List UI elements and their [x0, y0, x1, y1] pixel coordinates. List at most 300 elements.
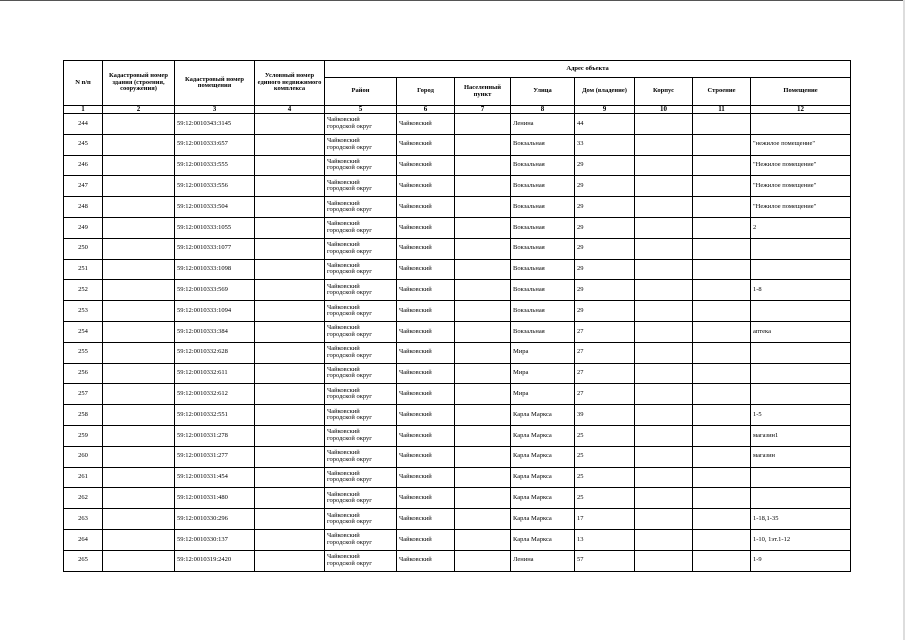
room-cadastral-cell: 59:12:0010332:551 [175, 405, 255, 426]
korpus-cell [635, 488, 693, 509]
city-cell: Чайковский [397, 217, 455, 238]
korpus-cell [635, 134, 693, 155]
conditional-number-cell [255, 321, 325, 342]
city-cell: Чайковский [397, 259, 455, 280]
room-cadastral-cell: 59:12:0010331:480 [175, 488, 255, 509]
column-number: 5 [325, 106, 397, 114]
table-row [64, 155, 851, 176]
room-cell [751, 363, 851, 384]
stroenie-cell [693, 114, 751, 135]
row-number-cell: 253 [64, 301, 103, 322]
house-cell: 29 [575, 238, 635, 259]
street-cell: Вокзальная [511, 301, 575, 322]
room-cell: 1-9 [751, 550, 851, 571]
korpus-cell [635, 384, 693, 405]
room-cadastral-cell: 59:12:0010333:1055 [175, 217, 255, 238]
room-cell [751, 488, 851, 509]
table-header [64, 61, 851, 114]
city-cell: Чайковский [397, 280, 455, 301]
locality-cell [455, 425, 511, 446]
street-cell: Мира [511, 342, 575, 363]
row-number-cell: 258 [64, 405, 103, 426]
house-cell: 29 [575, 176, 635, 197]
district-line: городской округ [327, 476, 372, 484]
row-number-cell: 264 [64, 529, 103, 550]
row-number-cell: 245 [64, 134, 103, 155]
locality-cell [455, 467, 511, 488]
stroenie-cell [693, 509, 751, 530]
conditional-number-cell [255, 509, 325, 530]
house-cell: 39 [575, 405, 635, 426]
locality-cell [455, 197, 511, 218]
table-row [64, 114, 851, 135]
street-cell: Карла Маркса [511, 529, 575, 550]
stroenie-cell [693, 342, 751, 363]
column-number: 6 [397, 106, 455, 114]
locality-cell [455, 529, 511, 550]
conditional-number-cell [255, 446, 325, 467]
district-line: Чайковский [327, 282, 360, 290]
room-cadastral-cell: 59:12:0010333:1098 [175, 259, 255, 280]
house-cell: 27 [575, 321, 635, 342]
header-house: Дом (владение) [575, 78, 635, 106]
table-row [64, 321, 851, 342]
building-cadastral-cell [103, 509, 175, 530]
locality-cell [455, 259, 511, 280]
room-cell [751, 384, 851, 405]
room-cadastral-cell: 59:12:0010333:657 [175, 134, 255, 155]
table-row [64, 488, 851, 509]
row-number-cell: 250 [64, 238, 103, 259]
korpus-cell [635, 342, 693, 363]
building-cadastral-cell [103, 238, 175, 259]
street-cell: Ленина [511, 550, 575, 571]
room-cadastral-cell: 59:12:0010343:3145 [175, 114, 255, 135]
building-cadastral-cell [103, 280, 175, 301]
district-line: Чайковский [327, 407, 360, 415]
district-cell [325, 134, 397, 155]
locality-cell [455, 238, 511, 259]
district-line: городской округ [327, 143, 372, 151]
korpus-cell [635, 446, 693, 467]
district-line: городской округ [327, 226, 372, 234]
korpus-cell [635, 405, 693, 426]
district-line: городской округ [327, 185, 372, 193]
table-row [64, 280, 851, 301]
korpus-cell [635, 259, 693, 280]
room-cell [751, 114, 851, 135]
city-cell: Чайковский [397, 384, 455, 405]
conditional-number-cell [255, 488, 325, 509]
street-cell: Карла Маркса [511, 405, 575, 426]
locality-cell [455, 114, 511, 135]
building-cadastral-cell [103, 155, 175, 176]
column-number: 11 [693, 106, 751, 114]
conditional-number-cell [255, 155, 325, 176]
conditional-number-cell [255, 301, 325, 322]
district-cell [325, 197, 397, 218]
column-number: 10 [635, 106, 693, 114]
row-number-cell: 265 [64, 550, 103, 571]
korpus-cell [635, 114, 693, 135]
district-line: Чайковский [327, 178, 360, 186]
building-cadastral-cell [103, 446, 175, 467]
district-line: Чайковский [327, 428, 360, 436]
conditional-number-cell [255, 405, 325, 426]
conditional-number-cell [255, 280, 325, 301]
table-row [64, 259, 851, 280]
conditional-number-cell [255, 134, 325, 155]
district-line: Чайковский [327, 490, 360, 498]
house-cell: 29 [575, 301, 635, 322]
locality-cell [455, 550, 511, 571]
room-cell: 1-18,1-35 [751, 509, 851, 530]
conditional-number-cell [255, 342, 325, 363]
column-number: 4 [255, 106, 325, 114]
room-cell: "Нежилое помещение" [751, 176, 851, 197]
korpus-cell [635, 321, 693, 342]
table-row [64, 446, 851, 467]
stroenie-cell [693, 363, 751, 384]
stroenie-cell [693, 280, 751, 301]
table-row [64, 342, 851, 363]
building-cadastral-cell [103, 197, 175, 218]
street-cell: Вокзальная [511, 280, 575, 301]
stroenie-cell [693, 155, 751, 176]
house-cell: 33 [575, 134, 635, 155]
house-cell: 27 [575, 342, 635, 363]
district-cell [325, 217, 397, 238]
room-cell: 1-10, 1эт.1-12 [751, 529, 851, 550]
district-line: городской округ [327, 289, 372, 297]
district-line: Чайковский [327, 553, 360, 561]
district-cell [325, 301, 397, 322]
city-cell: Чайковский [397, 488, 455, 509]
district-line: Чайковский [327, 365, 360, 373]
district-line: городской округ [327, 206, 372, 214]
district-cell [325, 405, 397, 426]
row-number-cell: 248 [64, 197, 103, 218]
locality-cell [455, 405, 511, 426]
column-number: 12 [751, 106, 851, 114]
district-cell [325, 425, 397, 446]
conditional-number-cell [255, 467, 325, 488]
house-cell: 29 [575, 155, 635, 176]
room-cell [751, 259, 851, 280]
locality-cell [455, 446, 511, 467]
column-number-row [64, 106, 851, 114]
building-cadastral-cell [103, 425, 175, 446]
room-cell: 2 [751, 217, 851, 238]
conditional-number-cell [255, 550, 325, 571]
korpus-cell [635, 509, 693, 530]
stroenie-cell [693, 550, 751, 571]
city-cell: Чайковский [397, 446, 455, 467]
district-line: городской округ [327, 372, 372, 380]
city-cell: Чайковский [397, 550, 455, 571]
korpus-cell [635, 363, 693, 384]
table-row [64, 301, 851, 322]
conditional-number-cell [255, 176, 325, 197]
district-cell [325, 238, 397, 259]
row-number-cell: 252 [64, 280, 103, 301]
room-cell [751, 238, 851, 259]
room-cell [751, 342, 851, 363]
house-cell: 27 [575, 384, 635, 405]
street-cell: Вокзальная [511, 134, 575, 155]
room-cadastral-cell: 59:12:0010333:1077 [175, 238, 255, 259]
stroenie-cell [693, 446, 751, 467]
stroenie-cell [693, 238, 751, 259]
room-cadastral-cell: 59:12:0010331:278 [175, 425, 255, 446]
locality-cell [455, 509, 511, 530]
table-row [64, 238, 851, 259]
house-cell: 29 [575, 197, 635, 218]
city-cell: Чайковский [397, 363, 455, 384]
street-cell: Ленина [511, 114, 575, 135]
house-cell: 25 [575, 488, 635, 509]
room-cadastral-cell: 59:12:0010333:504 [175, 197, 255, 218]
house-cell: 25 [575, 425, 635, 446]
district-cell [325, 321, 397, 342]
row-number-cell: 254 [64, 321, 103, 342]
city-cell: Чайковский [397, 529, 455, 550]
city-cell: Чайковский [397, 425, 455, 446]
table-row [64, 363, 851, 384]
district-cell [325, 363, 397, 384]
locality-cell [455, 176, 511, 197]
street-cell: Вокзальная [511, 238, 575, 259]
korpus-cell [635, 155, 693, 176]
room-cell: 1-8 [751, 280, 851, 301]
house-cell: 25 [575, 467, 635, 488]
district-line: Чайковский [327, 116, 360, 124]
city-cell: Чайковский [397, 301, 455, 322]
district-line: Чайковский [327, 199, 360, 207]
district-line: городской округ [327, 268, 372, 276]
building-cadastral-cell [103, 217, 175, 238]
building-cadastral-cell [103, 301, 175, 322]
table-row [64, 529, 851, 550]
city-cell: Чайковский [397, 197, 455, 218]
building-cadastral-cell [103, 550, 175, 571]
column-number: 2 [103, 106, 175, 114]
district-cell [325, 529, 397, 550]
district-line: городской округ [327, 164, 372, 172]
stroenie-cell [693, 384, 751, 405]
building-cadastral-cell [103, 176, 175, 197]
district-line: Чайковский [327, 241, 360, 249]
korpus-cell [635, 425, 693, 446]
city-cell: Чайковский [397, 134, 455, 155]
conditional-number-cell [255, 259, 325, 280]
locality-cell [455, 280, 511, 301]
room-cadastral-cell: 59:12:0010332:612 [175, 384, 255, 405]
row-number-cell: 255 [64, 342, 103, 363]
room-cadastral-cell: 59:12:0010332:628 [175, 342, 255, 363]
district-line: Чайковский [327, 386, 360, 394]
stroenie-cell [693, 259, 751, 280]
table-row [64, 384, 851, 405]
row-number-cell: 257 [64, 384, 103, 405]
building-cadastral-cell [103, 363, 175, 384]
locality-cell [455, 134, 511, 155]
house-cell: 44 [575, 114, 635, 135]
house-cell: 27 [575, 363, 635, 384]
street-cell: Мира [511, 384, 575, 405]
row-number-cell: 256 [64, 363, 103, 384]
district-cell [325, 176, 397, 197]
row-number-cell: 244 [64, 114, 103, 135]
street-cell: Карла Маркса [511, 425, 575, 446]
table-body [64, 114, 851, 572]
district-cell [325, 259, 397, 280]
korpus-cell [635, 176, 693, 197]
room-cell [751, 467, 851, 488]
stroenie-cell [693, 176, 751, 197]
row-number-cell: 247 [64, 176, 103, 197]
district-line: Чайковский [327, 449, 360, 457]
district-line: городской округ [327, 310, 372, 318]
stroenie-cell [693, 488, 751, 509]
district-line: Чайковский [327, 469, 360, 477]
room-cadastral-cell: 59:12:0010330:137 [175, 529, 255, 550]
row-number-cell: 246 [64, 155, 103, 176]
stroenie-cell [693, 529, 751, 550]
table-row [64, 134, 851, 155]
district-line: Чайковский [327, 137, 360, 145]
row-number-cell: 260 [64, 446, 103, 467]
korpus-cell [635, 301, 693, 322]
conditional-number-cell [255, 197, 325, 218]
table-row [64, 197, 851, 218]
room-cadastral-cell: 59:12:0010319:2420 [175, 550, 255, 571]
district-line: городской округ [327, 455, 372, 463]
table-row [64, 509, 851, 530]
column-number: 9 [575, 106, 635, 114]
room-cell [751, 301, 851, 322]
stroenie-cell [693, 321, 751, 342]
district-cell [325, 384, 397, 405]
column-number: 7 [455, 106, 511, 114]
street-cell: Вокзальная [511, 176, 575, 197]
city-cell: Чайковский [397, 509, 455, 530]
district-line: Чайковский [327, 532, 360, 540]
district-line: городской округ [327, 247, 372, 255]
street-cell: Вокзальная [511, 155, 575, 176]
district-line: городской округ [327, 518, 372, 526]
district-line: городской округ [327, 434, 372, 442]
district-cell [325, 446, 397, 467]
korpus-cell [635, 280, 693, 301]
header-stroenie: Строение [693, 78, 751, 106]
header-locality: Населенный пункт [455, 78, 511, 106]
header-district: Район [325, 78, 397, 106]
conditional-number-cell [255, 384, 325, 405]
header-building-cadastral: Кадастровый номер здания (строения, сооружения) [103, 61, 175, 106]
room-cadastral-cell: 59:12:0010331:277 [175, 446, 255, 467]
room-cadastral-cell: 59:12:0010333:1094 [175, 301, 255, 322]
room-cadastral-cell: 59:12:0010331:454 [175, 467, 255, 488]
stroenie-cell [693, 425, 751, 446]
house-cell: 29 [575, 259, 635, 280]
house-cell: 25 [575, 446, 635, 467]
street-cell: Вокзальная [511, 321, 575, 342]
district-line: Чайковский [327, 261, 360, 269]
district-line: Чайковский [327, 511, 360, 519]
table-row [64, 176, 851, 197]
building-cadastral-cell [103, 529, 175, 550]
row-number-cell: 263 [64, 509, 103, 530]
stroenie-cell [693, 467, 751, 488]
street-cell: Мира [511, 363, 575, 384]
table-row [64, 217, 851, 238]
korpus-cell [635, 467, 693, 488]
locality-cell [455, 301, 511, 322]
room-cell: магазин [751, 446, 851, 467]
locality-cell [455, 384, 511, 405]
street-cell: Карла Маркса [511, 488, 575, 509]
city-cell: Чайковский [397, 238, 455, 259]
city-cell: Чайковский [397, 155, 455, 176]
locality-cell [455, 363, 511, 384]
district-line: городской округ [327, 393, 372, 401]
city-cell: Чайковский [397, 321, 455, 342]
locality-cell [455, 321, 511, 342]
district-line: Чайковский [327, 345, 360, 353]
house-cell: 17 [575, 509, 635, 530]
table-row [64, 425, 851, 446]
building-cadastral-cell [103, 259, 175, 280]
street-cell: Карла Маркса [511, 509, 575, 530]
table-row [64, 467, 851, 488]
room-cadastral-cell: 59:12:0010330:296 [175, 509, 255, 530]
room-cadastral-cell: 59:12:0010333:569 [175, 280, 255, 301]
district-cell [325, 155, 397, 176]
conditional-number-cell [255, 529, 325, 550]
locality-cell [455, 155, 511, 176]
conditional-number-cell [255, 217, 325, 238]
district-cell [325, 342, 397, 363]
district-line: городской округ [327, 559, 372, 567]
house-cell: 29 [575, 217, 635, 238]
street-cell: Вокзальная [511, 197, 575, 218]
conditional-number-cell [255, 363, 325, 384]
locality-cell [455, 217, 511, 238]
city-cell: Чайковский [397, 114, 455, 135]
district-line: Чайковский [327, 324, 360, 332]
district-line: Чайковский [327, 157, 360, 165]
room-cell: магазин1 [751, 425, 851, 446]
header-korpus: Корпус [635, 78, 693, 106]
table-row [64, 405, 851, 426]
district-cell [325, 488, 397, 509]
city-cell: Чайковский [397, 467, 455, 488]
district-line: городской округ [327, 538, 372, 546]
header-row-number: N п/п [64, 61, 103, 106]
column-number: 3 [175, 106, 255, 114]
district-line: городской округ [327, 330, 372, 338]
street-cell: Карла Маркса [511, 446, 575, 467]
district-line: городской округ [327, 351, 372, 359]
conditional-number-cell [255, 114, 325, 135]
district-line: Чайковский [327, 303, 360, 311]
locality-cell [455, 488, 511, 509]
room-cadastral-cell: 59:12:0010332:611 [175, 363, 255, 384]
house-cell: 57 [575, 550, 635, 571]
stroenie-cell [693, 405, 751, 426]
conditional-number-cell [255, 238, 325, 259]
